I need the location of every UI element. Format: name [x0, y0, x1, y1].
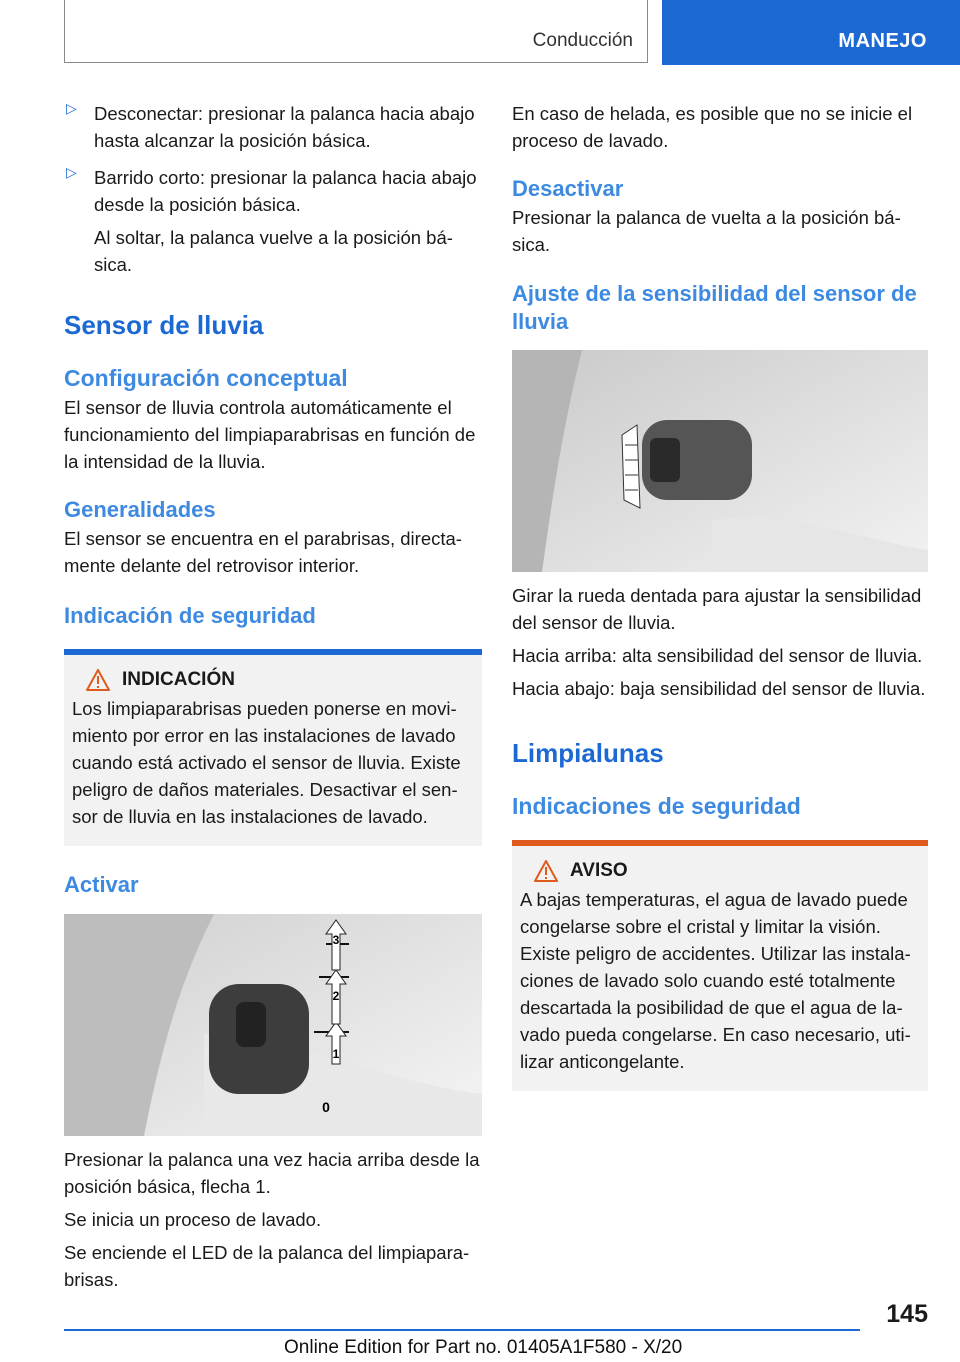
edition-footer: Online Edition for Part no. 01405A1F580 - X/20	[284, 1337, 683, 1358]
notice-title: INDICACIÓN	[122, 669, 235, 690]
paragraph-general: El sensor se encuentra en el parabrisas, directa-mente delante del retrovisor interior.	[64, 528, 462, 576]
header-section-title: Conducción	[532, 30, 633, 51]
paragraph-activate-2: Se inicia un proceso de lavado.	[64, 1209, 322, 1230]
warning-title-row	[534, 860, 920, 882]
list-item	[64, 100, 482, 154]
triangle-bullet-icon: ▷	[66, 100, 77, 116]
footer-divider	[64, 1329, 860, 1331]
paragraph-config: El sensor de lluvia controla automáticamente el funcionamiento del limpiaparabrisas en función de la intensidad de la lluvia.	[64, 397, 476, 472]
notice-box	[64, 649, 482, 846]
notice-text: Los limpiaparabrisas pueden ponerse en movi-miento por error en las instalaciones de lavado cuando está activado el sensor de lluvia. Existe peligro de daños materiales. Desactivar el sen-sor de lluvia en las instalaciones de lavado.	[72, 698, 461, 827]
paragraph-adjust-3: Hacia abajo: baja sensibilidad del sensor de lluvia.	[512, 678, 926, 699]
paragraph-activate-3: Se enciende el LED de la palanca del limpiapara-brisas.	[64, 1242, 470, 1290]
heading-deactivate: Desactivar	[512, 176, 624, 201]
warning-text: A bajas temperaturas, el agua de lavado puede congelarse sobre el cristal y limitar la visión. Existe peligro de accidentes. Utilizar las instala-ciones de lavado solo cuando esté totalmente descartada la posibilidad de que el agua de la-vado pueda congelarse. En caso necesario, uti-lizar anticongelante.	[520, 889, 911, 1072]
list-item	[64, 164, 482, 218]
paragraph-frost: En caso de helada, es posible que no se inicie el proceso de lavado.	[512, 103, 913, 151]
figure-label-2: 2	[332, 989, 340, 1003]
bullet-text: Barrido corto: presionar la palanca hacia abajo desde la posición básica.	[94, 167, 477, 215]
figure-label-0: 0	[322, 1099, 330, 1115]
page-number: 145	[886, 1300, 928, 1328]
warning-title: AVISO	[570, 860, 628, 881]
heading-safety: Indicación de seguridad	[64, 603, 316, 628]
heading-sensor: Sensor de lluvia	[64, 310, 264, 340]
header-chapter-title: MANEJO	[838, 30, 927, 52]
heading-headlamp: Limpialunas	[512, 738, 664, 768]
left-column	[64, 100, 482, 1293]
notice-title-row	[86, 669, 474, 691]
right-column	[512, 100, 928, 1091]
header-chapter-tab	[662, 0, 960, 65]
heading-safety-2: Indicaciones de seguridad	[512, 793, 801, 819]
warning-triangle-icon	[534, 860, 558, 882]
heading-activate: Activar	[64, 872, 139, 897]
warning-box	[512, 840, 928, 1091]
paragraph-activate-1: Presionar la palanca una vez hacia arriba desde la posición básica, flecha 1.	[64, 1149, 480, 1197]
wiper-lever-illustration	[64, 914, 482, 1136]
heading-adjust: Ajuste de la sensibilidad del sensor de lluvia	[512, 281, 917, 334]
heading-config: Configuración conceptual	[64, 365, 348, 391]
header-section-tab	[64, 0, 648, 63]
bullet-note: Al soltar, la palanca vuelve a la posición bá-sica.	[94, 227, 453, 275]
lever-drawing	[64, 914, 482, 1136]
triangle-bullet-icon: ▷	[66, 164, 77, 180]
wheel-drawing	[512, 350, 928, 572]
figure-label-3: 3	[332, 933, 340, 947]
paragraph-adjust-1: Girar la rueda dentada para ajustar la sensibilidad del sensor de lluvia.	[512, 585, 922, 633]
figure-label-1: 1	[332, 1047, 340, 1061]
sensitivity-wheel-illustration	[512, 350, 928, 572]
paragraph-adjust-2: Hacia arriba: alta sensibilidad del sensor de lluvia.	[512, 645, 923, 666]
heading-general: Generalidades	[64, 497, 216, 522]
warning-triangle-icon	[86, 669, 110, 691]
bullet-text: Desconectar: presionar la palanca hacia abajo hasta alcanzar la posición básica.	[94, 103, 475, 151]
paragraph-deactivate: Presionar la palanca de vuelta a la posición bá-sica.	[512, 207, 901, 255]
